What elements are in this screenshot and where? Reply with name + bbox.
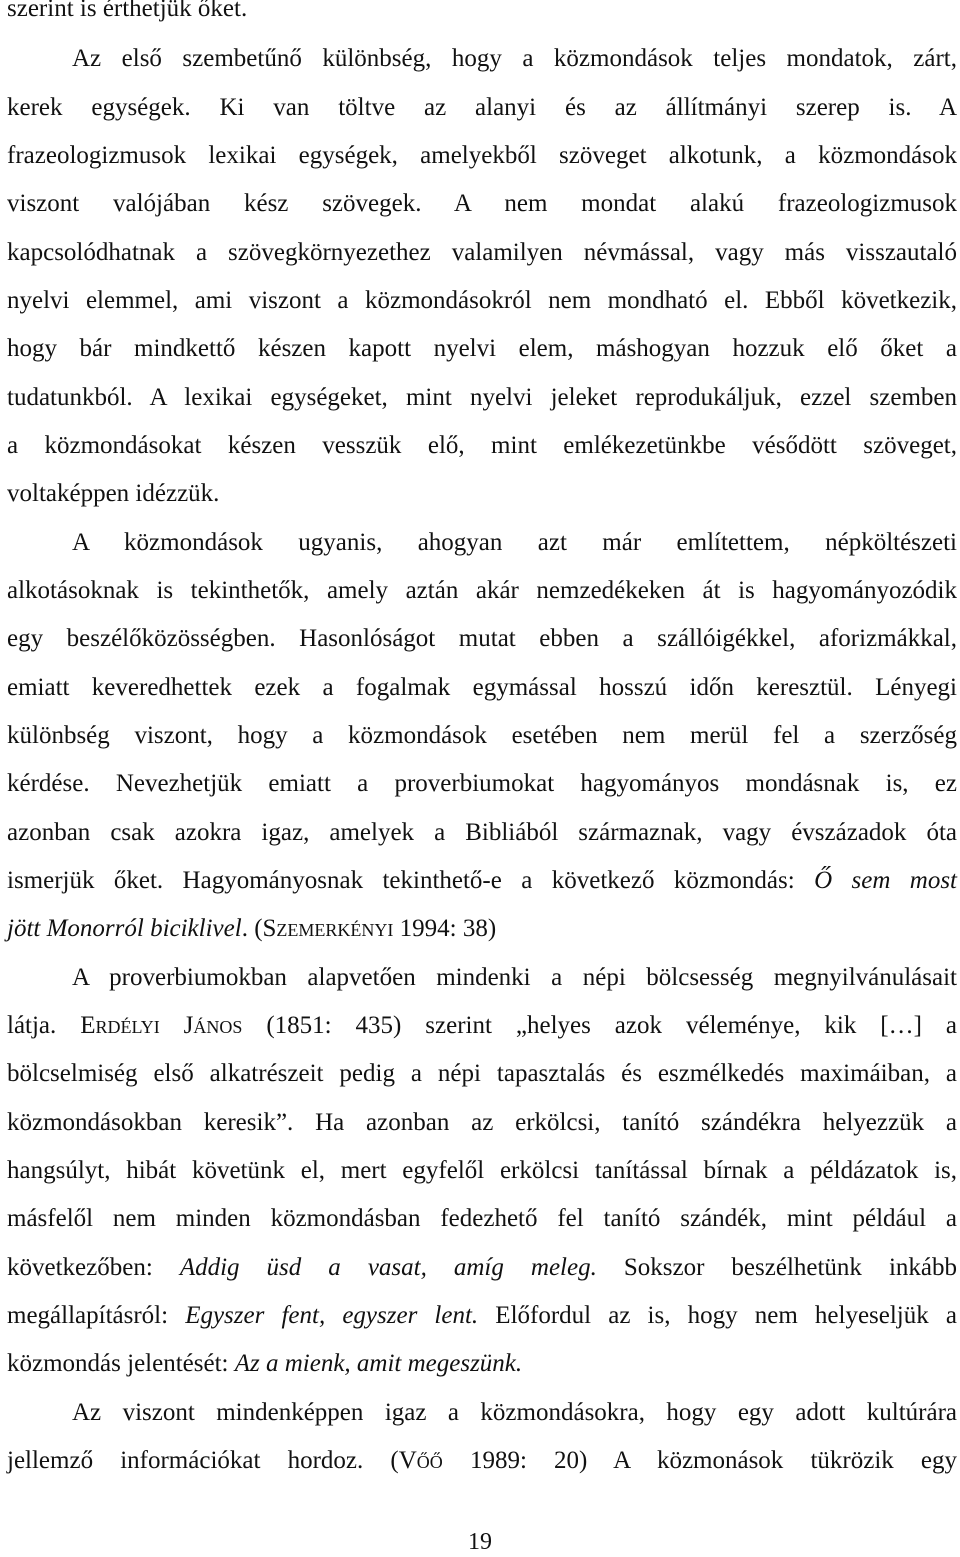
text-line: kérdése. Nevezhetjük emiatt a proverbiumokat hagyományos mondásnak is, ez (7, 770, 957, 797)
text-line: jött Monorról biciklivel. (Szemerkényi 1994: 38) (7, 915, 497, 942)
proverb-quote: jött Monorról biciklivel (7, 915, 242, 942)
text-line: hangsúlyt, hibát követünk el, mert egyfelől erkölcsi tanítással bírnak a példázatok is, (7, 1157, 957, 1184)
text-line: következőben: Addig üsd a vasat, amíg meleg. Sokszor beszélhetünk inkább (7, 1254, 957, 1281)
text-line: A közmondások ugyanis, ahogyan azt már említettem, népköltészeti (72, 529, 957, 556)
text-line: tudatunkból. A lexikai egységeket, mint nyelvi jeleket reprodukáljuk, ezzel szemben (7, 384, 957, 411)
author-citation: Erdélyi János (80, 1012, 243, 1039)
text-line: látja. Erdélyi János (1851: 435) szerint „helyes azok véleménye, kik […] a (7, 1012, 957, 1039)
text-line: közmondás jelentését: Az a mienk, amit megeszünk. (7, 1350, 523, 1377)
page-number: 19 (468, 1529, 492, 1555)
proverb-quote: Addig üsd a vasat, amíg meleg. (179, 1254, 597, 1281)
text-line: A proverbiumokban alapvetően mindenki a népi bölcsesség megnyilvánulásait (72, 964, 957, 991)
text-line: nyelvi elemmel, ami viszont a közmondásokról nem mondható el. Ebből következik, (7, 287, 957, 314)
text-line: Az viszont mindenképpen igaz a közmondásokra, hogy egy adott kultúrára (72, 1399, 957, 1426)
text-line: azonban csak azokra igaz, amelyek a Bibliából származnak, vagy évszázadok óta (7, 819, 957, 846)
text-line: különbség viszont, hogy a közmondások esetében nem merül fel a szerzőség (7, 722, 957, 749)
text-line: megállapításról: Egyszer fent, egyszer lent. Előfordul az is, hogy nem helyeseljük a (7, 1302, 957, 1329)
text-line: kapcsolódhatnak a szövegkörnyezethez valamilyen névmással, vagy más visszautaló (7, 239, 957, 266)
text-line: bölcselmiség első alkatrészeit pedig a népi tapasztalás és eszmélkedés maximáiban, a (7, 1060, 957, 1087)
text-line: voltaképpen idézzük. (7, 480, 220, 507)
text-line: a közmondásokat készen vesszük elő, mint emlékezetünkbe vésődött szöveget, (7, 432, 957, 459)
text-line: frazeologizmusok lexikai egységek, amelyekből szöveget alkotunk, a közmondások (7, 142, 957, 169)
proverb-quote: Egyszer fent, egyszer lent. (185, 1302, 479, 1329)
text-line: másfelől nem minden közmondásban fedezhető fel tanító szándék, mint például a (7, 1205, 957, 1232)
text-line: ismerjük őket. Hagyományosnak tekinthető-e a következő közmondás: Ő sem most (7, 867, 957, 894)
author-citation: Vőő (398, 1447, 443, 1474)
text-line: közmondásokban keresik”. Ha azonban az erkölcsi, tanító szándékra helyezzük a (7, 1109, 957, 1136)
text-line: szerint is érthetjük őket. (7, 0, 248, 22)
text-line: kerek egységek. Ki van töltve az alanyi és az állítmányi szerep is. A (7, 94, 957, 121)
text-line: viszont valójában kész szövegek. A nem mondat alakú frazeologizmusok (7, 190, 957, 217)
proverb-quote: Az a mienk, amit megeszünk. (234, 1350, 523, 1377)
text-line: Az első szembetűnő különbség, hogy a közmondások teljes mondatok, zárt, (72, 45, 957, 72)
text-line: emiatt keveredhettek ezek a fogalmak egymással hosszú időn keresztül. Lényegi (7, 674, 957, 701)
author-citation: Szemerkényi (262, 915, 394, 942)
text-line: jellemző információkat hordoz. (Vőő 1989: 20) A közmonások tükrözik egy (7, 1447, 958, 1474)
proverb-quote: Ő sem most (814, 867, 957, 894)
text-line: alkotásoknak is tekinthetők, amely aztán akár nemzedékeken át is hagyományozódik (7, 577, 957, 604)
text-line: egy beszélőközösségben. Hasonlóságot mutat ebben a szállóigékkel, aforizmákkal, (7, 625, 957, 652)
text-line: hogy bár mindkettő készen kapott nyelvi elem, máshogyan hozzuk elő őket a (7, 335, 957, 362)
